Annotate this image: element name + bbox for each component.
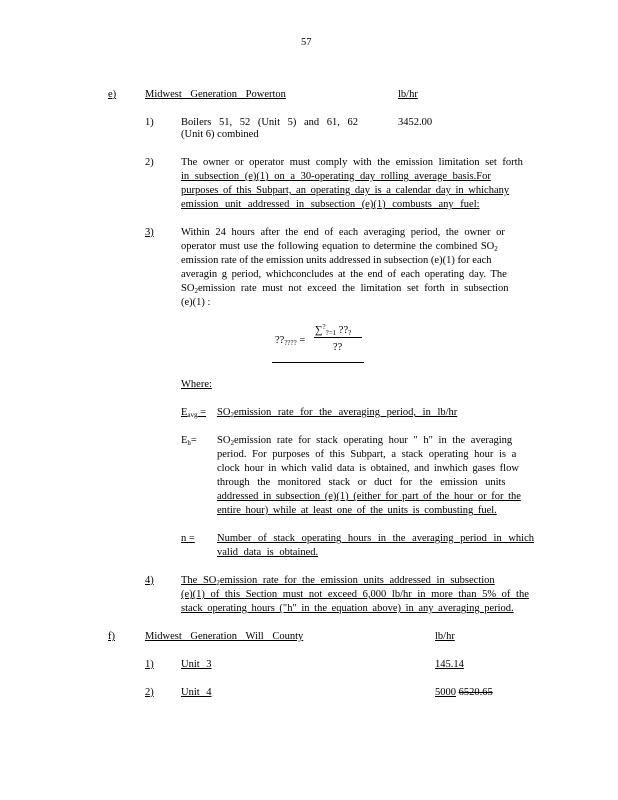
item-e1-value: 3452.00 [398,117,433,128]
equation-fraction-bar [314,337,362,338]
def-eavg-symbol: $E_{avg}$ = [181,407,207,419]
item-f1-marker: 1) [145,659,154,670]
item-e3-marker: 3) [145,227,154,238]
item-e3-line1: Within 24 hours after the end of each averaging period, the owner or [181,227,505,238]
section-f-heading: Midwest Generation Will County [145,631,304,642]
equation-lhs: $??_{????}$ = [275,335,306,347]
item-e1-marker: 1) [145,117,154,128]
def-n-line2: valid data is obtained. [217,547,319,558]
item-e1-line1: Boilers 51, 52 (Unit 5) and 61, 62 [181,117,359,128]
equation-rule [272,362,364,363]
item-e2-line1: The owner or operator must comply with the emission limitation set forth [181,157,523,168]
def-eh-line6: entire hour) while at least one of the units is combusting fuel. [217,505,497,516]
item-e2-line3: purposes of this Subpart, an operating day is a calendar day in whichany [181,185,510,196]
item-e4-line2: (e)(1) of this Section must not exceed 6,000 lb/hr in more than 5% of the [181,589,529,600]
equation-numerator: $\sum^?_{?=1}$ $??_?$ [315,323,352,337]
def-eh-line3: clock hour in which valid data is obtained, and inwhich gases flow [217,463,519,474]
def-eh-line2: period. For purposes of this Subpart, a stack operating hour is a [217,449,517,460]
def-n-symbol: n = [181,533,195,544]
item-f2-value [435,686,493,700]
item-e2-marker: 2) [145,157,154,168]
def-eavg-text: $SO_2emission$ rate for the averaging period, in lb/hr [217,407,458,419]
section-f-unit: lb/hr [435,631,455,642]
item-e4-line3: stack operating hours ("h" in the equation above) in any averaging period. [181,603,514,614]
item-e4-line1: The $SO_2emission$ rate for the emission units addressed in subsection [181,575,495,587]
def-eh-line1: $SO_2emission$ rate for stack operating hour " h" in the averaging [217,435,513,447]
section-e-unit: lb/hr [398,89,418,100]
equation-denominator: ?? [333,342,343,353]
item-e3-line5: $SO_2emission$ rate must not exceed the limitation set forth in subsection [181,283,509,295]
where-label: Where: [181,379,212,390]
def-n-line1: Number of stack operating hours in the averaging period in which [217,533,535,544]
section-e-marker: e) [108,89,117,100]
page-number: 57 [301,37,312,48]
section-f-marker: f) [108,631,115,642]
item-e3-line4: averagin g period, whichconcludes at the end of each operating day. The [181,269,507,280]
section-e-heading: Midwest Generation Powerton [145,89,286,100]
item-f2-value-old: 6520.65 [458,687,493,698]
def-eh-line5: addressed in subsection (e)(1) (either for part of the hour or for the [217,491,521,502]
item-e2-line2: in subsection (e)(1) on a 30-operating day rolling average basis.For [181,171,491,182]
item-e2-line4: emission unit addressed in subsection (e)(1) combusts any fuel: [181,199,480,210]
item-f1-value: 145.14 [435,659,464,670]
item-e3-line3: emission rate of the emission units addressed in subsection (e)(1) for each [181,255,492,266]
item-f1-label: Unit 3 [181,659,212,670]
item-e3-line2: operator must use the following equation to determine the combined $SO_2$ [181,241,498,253]
item-e4-marker: 4) [145,575,154,586]
item-f2-label: Unit 4 [181,687,212,698]
item-e3-line6: (e)(1) : [181,297,211,308]
def-eh-symbol: $E_h=$ [181,435,197,447]
item-e1-line2: (Unit 6) combined [181,129,259,140]
def-eh-line4: through the monitored stack or duct for the emission units [217,477,506,488]
item-f2-value-new: 5000 [435,687,456,698]
item-f2-marker: 2) [145,687,154,698]
